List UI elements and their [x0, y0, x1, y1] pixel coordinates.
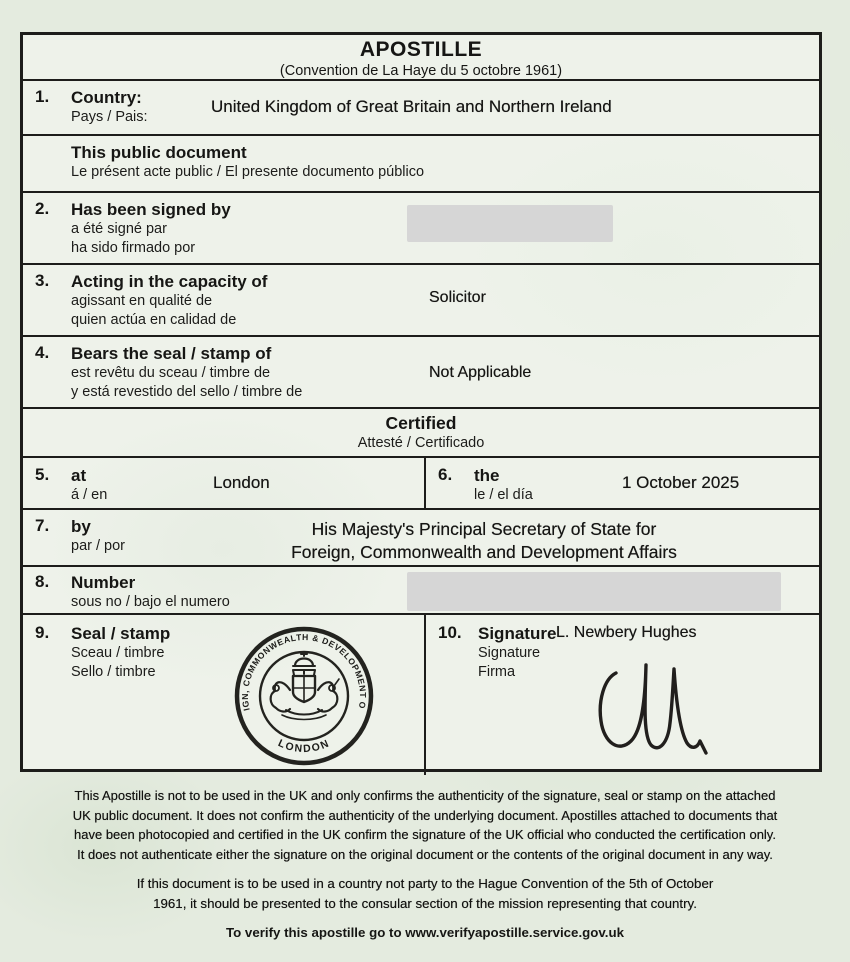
row-number: 8.: [35, 572, 50, 591]
seal-sublabel-es: Sello / timbre: [71, 664, 156, 680]
row-label-block: [23, 337, 819, 402]
signed-by-sublabel-fr: a été signé par: [71, 221, 167, 237]
document-subtitle: (Convention de La Haye du 5 octobre 1961): [279, 63, 563, 79]
by-value-line2: Foreign, Commonwealth and Development Affairs: [291, 542, 677, 562]
redacted-signed-by-value: [407, 205, 613, 242]
country-label: Country:: [71, 88, 142, 107]
country-sublabel: Pays / Pais:: [71, 109, 148, 125]
capacity-value: Solicitor: [429, 289, 486, 306]
by-label: by: [71, 517, 91, 536]
row-at-the: [23, 458, 819, 510]
at-sublabel: á / en: [71, 487, 108, 503]
row-number: 1.: [35, 87, 50, 106]
capacity-sublabel-es: quien actúa en calidad de: [71, 312, 237, 328]
signature-label: Signature: [478, 624, 557, 643]
row-number: 3.: [35, 271, 50, 290]
public-document-sublabel: Le présent acte public / El presente documento público: [71, 164, 425, 180]
cell-at: [23, 458, 426, 508]
row-number: 4.: [35, 343, 50, 362]
document-title: APOSTILLE: [359, 38, 483, 61]
royal-coat-of-arms: [271, 652, 339, 720]
cell-seal: [23, 615, 426, 775]
row-number: 7.: [35, 516, 50, 535]
cell-signature: [426, 615, 819, 775]
by-sublabel: par / por: [71, 538, 125, 554]
seal-bottom-text: LONDON: [276, 737, 332, 756]
country-value: United Kingdom of Great Britain and Northern Ireland: [211, 97, 612, 116]
seal-sublabel-fr: Sceau / timbre: [71, 645, 165, 661]
footer-disclaimer: [60, 786, 790, 864]
seal-ring-text: FOREIGN, COMMONWEALTH & DEVELOPMENT OFFICE: [239, 631, 369, 712]
signed-by-sublabel-es: ha sido firmado por: [71, 240, 196, 256]
row-signed-by: [23, 193, 819, 265]
row-country: [23, 81, 819, 136]
row-certified: [23, 409, 819, 458]
bears-seal-sublabel-es: y está revestido del sello / timbre de: [71, 384, 303, 400]
public-document-label: This public document: [71, 143, 247, 162]
row-number: 6.: [438, 465, 453, 484]
footer-disclaimer-line: UK public document. It does not confirm the authenticity of the underlying document. Apostilles attached to documents that: [72, 807, 778, 823]
signature-sublabel-fr: Signature: [478, 645, 541, 661]
apostille-certificate: [20, 32, 822, 772]
footer-hague-note-line: If this document is to be used in a country not party to the Hague Convention of the 5th of October: [136, 876, 714, 891]
cell-the: [426, 458, 819, 508]
at-label: at: [71, 466, 87, 485]
at-value: London: [213, 473, 270, 492]
number-label: Number: [71, 573, 136, 592]
capacity-sublabel-fr: agissant en qualité de: [71, 293, 213, 309]
seal-label: Seal / stamp: [71, 624, 171, 643]
footer-hague-note-line: 1961, it should be presented to the consular section of the mission representing that country.: [153, 895, 697, 911]
row-number: 2.: [35, 199, 50, 218]
footer-disclaimer-line: It does not authenticate either the signature on the original document or the contents of the original document in any way.: [77, 846, 773, 862]
capacity-label: Acting in the capacity of: [71, 272, 268, 291]
bears-seal-sublabel-fr: est revêtu du sceau / timbre de: [71, 365, 271, 381]
number-sublabel: sous no / bajo el numero: [71, 594, 230, 610]
footer-hague-note: [75, 874, 775, 913]
footer-disclaimer-line: have been photocopied and certified in the UK confirm the signature of the UK official who conducted the certification only.: [74, 827, 776, 842]
signed-by-label: Has been signed by: [71, 200, 231, 219]
footer-verify-note: To verify this apostille go to www.verifyapostille.service.gov.uk: [225, 925, 625, 940]
date-value: 1 October 2025: [622, 473, 740, 492]
bears-seal-label: Bears the seal / stamp of: [71, 344, 272, 363]
row-label-block: [23, 136, 819, 182]
the-sublabel: le / el día: [474, 487, 533, 503]
footer-notes: [0, 774, 850, 940]
the-label: the: [474, 466, 500, 485]
header-row: [23, 35, 819, 81]
certified-label: Certified: [385, 413, 457, 433]
by-value: [163, 518, 805, 564]
row-number: 9.: [35, 623, 50, 642]
row-number: 10.: [438, 623, 462, 642]
fcdo-seal-icon: [229, 621, 379, 771]
row-capacity: [23, 265, 819, 337]
signatory-printed-name: L. Newbery Hughes: [556, 624, 697, 641]
bears-seal-value: Not Applicable: [429, 364, 532, 381]
certified-sublabel: Attesté / Certificado: [357, 435, 485, 451]
by-value-line1: His Majesty's Principal Secretary of State for: [311, 519, 657, 539]
signature-scribble: [594, 651, 724, 769]
redacted-number-value: [407, 572, 781, 611]
row-number-field: [23, 567, 819, 615]
row-number: 5.: [35, 465, 50, 484]
row-public-document: [23, 136, 819, 193]
footer-disclaimer-line: This Apostille is not to be used in the UK and only confirms the authenticity of the signature, seal or stamp on the attached: [74, 788, 776, 803]
row-seal-signature: [23, 615, 819, 775]
row-bears-seal: [23, 337, 819, 409]
signature-sublabel-es: Firma: [478, 664, 516, 680]
row-by: [23, 510, 819, 567]
row-label-block: [23, 265, 819, 330]
